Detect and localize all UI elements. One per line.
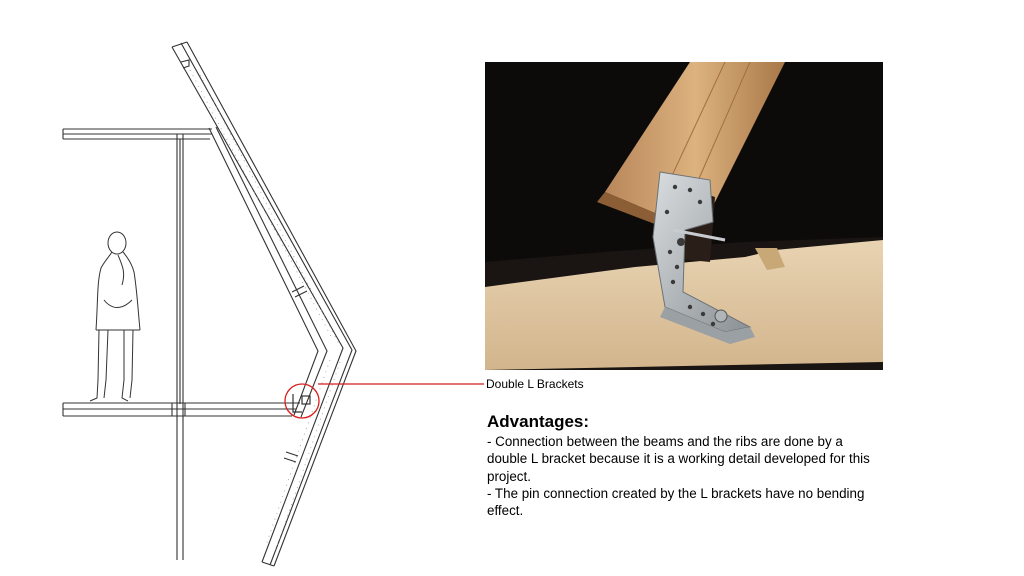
bracket-photo	[485, 62, 883, 370]
advantages-line: - Connection between the beams and the ribs are done by a	[487, 434, 843, 449]
folded-rib	[172, 42, 356, 566]
advantages-title: Advantages:	[487, 412, 590, 431]
column	[177, 134, 183, 560]
rib-texture	[190, 70, 340, 550]
advantages-line: double L bracket because it is a working detail developed for this	[487, 451, 870, 467]
callout-label: Double L Brackets	[486, 377, 584, 391]
floor-slab	[63, 403, 300, 416]
callout-line	[285, 384, 484, 418]
upper-slab	[63, 129, 212, 139]
human-figure	[90, 232, 140, 401]
advantages-text	[487, 433, 917, 519]
advantages-line: effect.	[487, 503, 524, 519]
advantages-line: project.	[487, 468, 531, 484]
advantages-line: - The pin connection created by the L brackets have no bending	[487, 485, 865, 501]
